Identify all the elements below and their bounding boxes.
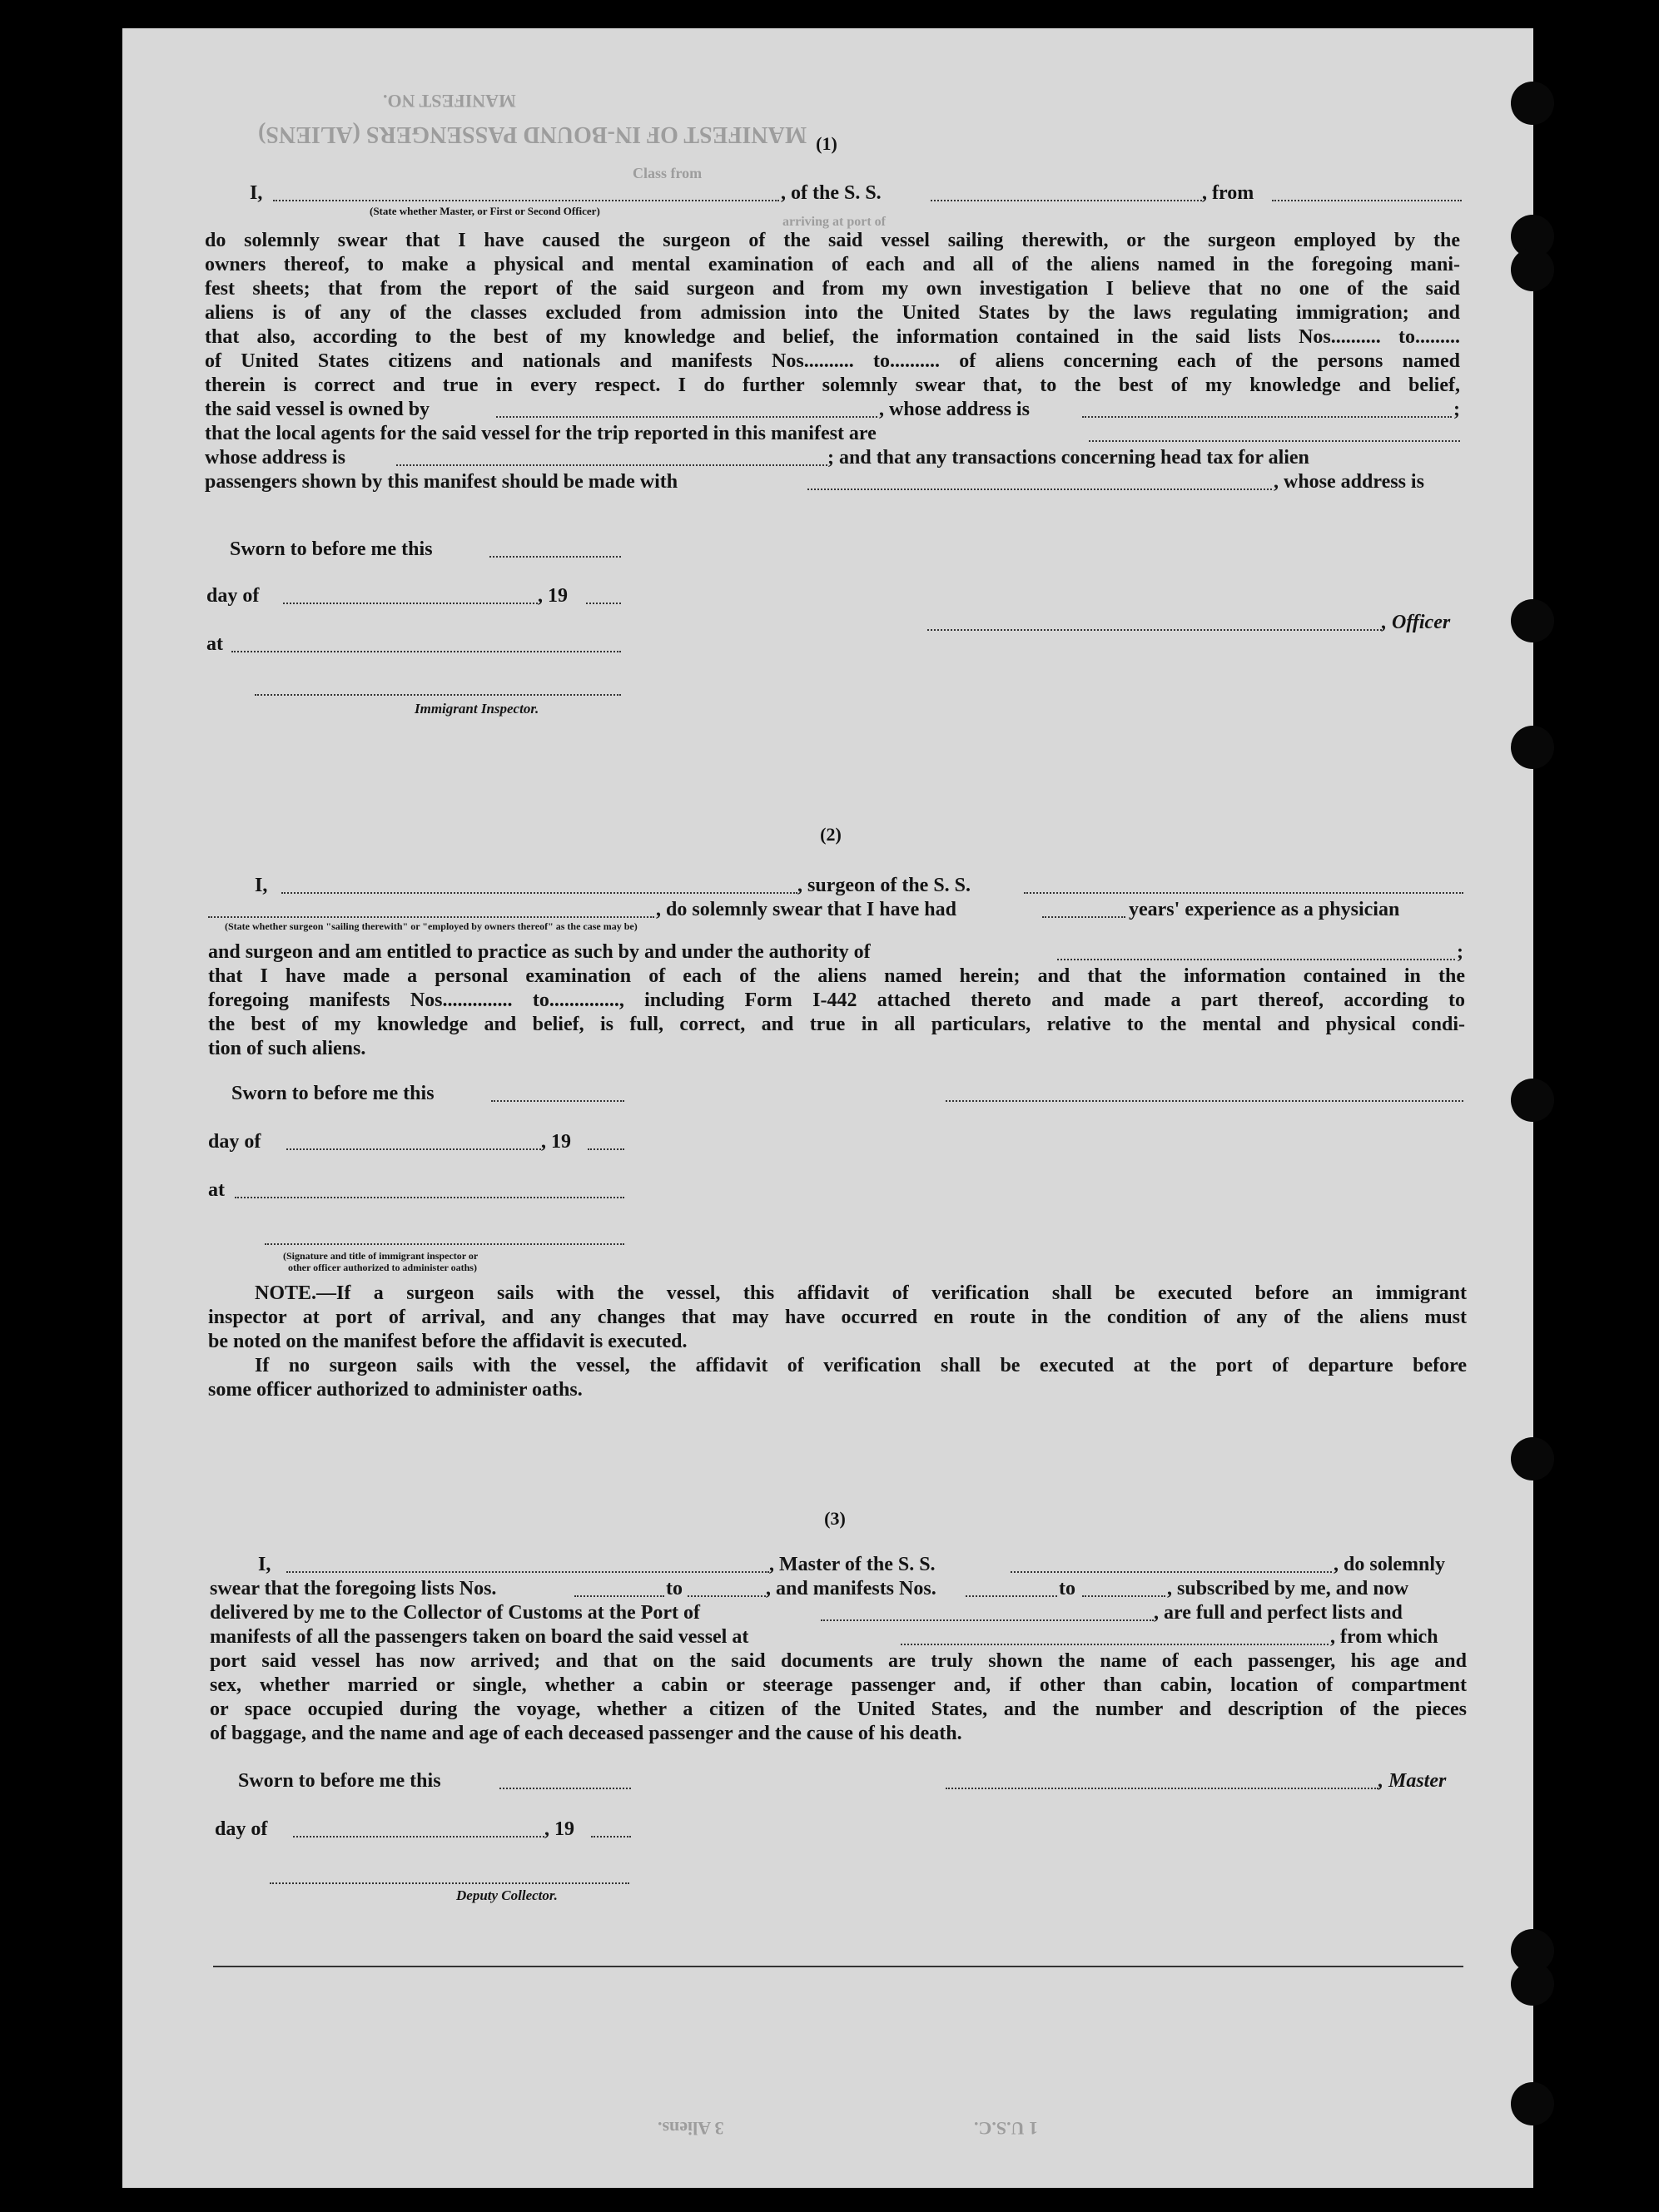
- note-line: NOTE.—If a surgeon sails with the vessel, this affidavit of verification shall be executed before an immigrant: [255, 1282, 1467, 1304]
- section-number: (2): [820, 824, 842, 845]
- note-line: some officer authorized to administer oaths.: [208, 1379, 583, 1401]
- paragraph-line: or space occupied during the voyage, whether a citizen of the United States, and the number and description of the pieces: [210, 1699, 1467, 1720]
- text: , Master of the S. S.: [769, 1554, 936, 1575]
- text: , 19: [538, 585, 568, 607]
- paragraph-line: port said vessel has now arrived; and that on the said documents are truly shown the name of each passenger, his age and: [210, 1650, 1467, 1672]
- paragraph-line: fest sheets; that from the report of the said surgeon and from my own investigation I believe that no one of the said: [205, 278, 1460, 300]
- blank-line: [931, 200, 1202, 201]
- text: ; and that any transactions concerning head tax for alien: [827, 447, 1309, 469]
- note-line: inspector at port of arrival, and any changes that may have occurred en route in the condition of any of the aliens must: [208, 1307, 1467, 1328]
- punch-hole: [1511, 1962, 1554, 2006]
- blank-line: [807, 489, 1272, 490]
- bleed-through-text: 3 Aliens.: [658, 2118, 724, 2139]
- text: day of: [215, 1818, 268, 1840]
- text: , Master: [1378, 1770, 1447, 1792]
- signature-line: [946, 1788, 1378, 1789]
- blank-line: [1057, 959, 1455, 960]
- blank-line: [1011, 1571, 1332, 1573]
- blank-line: [1082, 1595, 1165, 1597]
- signature-line: [270, 1882, 629, 1884]
- paragraph-line: owners thereof, to make a physical and mental examination of each and all of the aliens named in the foregoing mani-: [205, 254, 1460, 275]
- bleed-through-title: MANIFEST OF IN-BOUND PASSENGERS (ALIENS): [258, 122, 807, 147]
- blank-line: [499, 1788, 631, 1789]
- text: , do solemnly swear that I have had: [656, 899, 956, 920]
- blank-line: [396, 464, 827, 466]
- text: I,: [258, 1554, 271, 1575]
- text: , from which: [1330, 1626, 1438, 1648]
- signature-caption: (Signature and title of immigrant inspector or: [283, 1250, 479, 1262]
- punch-hole: [1511, 2082, 1554, 2125]
- text: Sworn to before me this: [231, 1083, 435, 1104]
- paragraph-line: foregoing manifests Nos.............. to.............., including Form I-442 attached thereto and made a part thereof, according to: [208, 989, 1465, 1011]
- bleed-through-text: MANIFEST NO.: [383, 91, 516, 112]
- paragraph-line: tion of such aliens.: [208, 1038, 366, 1059]
- field-hint: (State whether surgeon "sailing therewith" or "employed by owners thereof" as the case may be): [225, 920, 638, 932]
- text: , do solemnly: [1334, 1554, 1446, 1575]
- paragraph-line: sex, whether married or single, whether a cabin or steerage passenger and, if other than cabin, location of compartment: [210, 1674, 1467, 1696]
- text: , are full and perfect lists and: [1154, 1602, 1403, 1624]
- punch-hole: [1511, 248, 1554, 291]
- signature-line: [265, 1243, 624, 1245]
- horizontal-rule: [213, 1966, 1463, 1967]
- signature-caption: other officer authorized to administer oaths): [288, 1262, 477, 1273]
- text: at: [206, 633, 223, 655]
- paragraph-line: therein is correct and true in every respect. I do further solemnly swear that, to the best of my knowledge and belief,: [205, 374, 1460, 396]
- blank-line: [496, 416, 877, 418]
- blank-line: [231, 651, 621, 652]
- blank-line: [588, 1148, 624, 1150]
- blank-line: [1082, 416, 1452, 418]
- text: , of the S. S.: [781, 182, 882, 204]
- text: at: [208, 1179, 225, 1201]
- blank-line: [591, 1836, 631, 1838]
- signature-caption: Immigrant Inspector.: [415, 701, 539, 717]
- blank-line: [235, 1197, 624, 1198]
- text: Sworn to before me this: [238, 1770, 441, 1792]
- text: Sworn to before me this: [230, 538, 433, 560]
- text: , whose address is: [1274, 471, 1424, 493]
- text: , and manifests Nos.: [766, 1578, 936, 1599]
- bleed-through-text: arriving at port of: [782, 215, 886, 229]
- text: I,: [255, 875, 268, 896]
- text: ;: [1453, 399, 1460, 420]
- punch-hole: [1511, 726, 1554, 769]
- blank-line: [283, 603, 538, 604]
- blank-line: [491, 1100, 624, 1102]
- punch-hole: [1511, 1079, 1554, 1122]
- text: , whose address is: [879, 399, 1030, 420]
- paragraph-line: that I have made a personal examination of each of the aliens named herein; and that the information contained in the: [208, 965, 1465, 987]
- text: , subscribed by me, and now: [1167, 1578, 1409, 1599]
- text: to: [666, 1578, 683, 1599]
- blank-line: [286, 1571, 769, 1573]
- blank-line: [293, 1836, 544, 1838]
- text: swear that the foregoing lists Nos.: [210, 1578, 497, 1599]
- field-hint: (State whether Master, or First or Second Officer): [370, 205, 600, 217]
- blank-line: [574, 1595, 664, 1597]
- text: , from: [1202, 182, 1254, 204]
- text: passengers shown by this manifest should be made with: [205, 471, 678, 493]
- text: ;: [1457, 941, 1463, 963]
- text: whose address is: [205, 447, 345, 469]
- blank-line: [1272, 200, 1462, 201]
- text: I,: [250, 182, 263, 204]
- blank-line: [208, 916, 654, 918]
- blank-line: [1042, 916, 1125, 918]
- bleed-through-text: 1 U.S.C.: [974, 2118, 1039, 2139]
- text: the said vessel is owned by: [205, 399, 430, 420]
- text: , surgeon of the S. S.: [797, 875, 971, 896]
- blank-line: [286, 1148, 541, 1150]
- blank-line: [586, 603, 621, 604]
- note-line: If no surgeon sails with the vessel, the affidavit of verification shall be executed at the port of departure before: [255, 1355, 1467, 1376]
- blank-line: [489, 556, 621, 558]
- text: to: [1059, 1578, 1075, 1599]
- text: that the local agents for the said vessel for the trip reported in this manifest are: [205, 423, 877, 444]
- punch-hole: [1511, 1437, 1554, 1480]
- signature-line: [255, 694, 621, 696]
- text: day of: [206, 585, 260, 607]
- blank-line: [821, 1619, 1154, 1621]
- blank-line: [1089, 440, 1460, 442]
- signature-caption: Deputy Collector.: [456, 1887, 558, 1903]
- bleed-through-text: Class from: [633, 165, 703, 181]
- section-number: (1): [816, 133, 837, 154]
- paragraph-line: that also, according to the best of my knowledge and belief, the information contained in the said lists Nos.......... to.........: [205, 326, 1460, 348]
- blank-line: [273, 200, 779, 201]
- text: and surgeon and am entitled to practice as such by and under the authority of: [208, 941, 871, 963]
- paragraph-line: of United States citizens and nationals and manifests Nos.......... to.......... of aliens concerning each of the persons named: [205, 350, 1460, 372]
- blank-line: [901, 1644, 1329, 1645]
- paragraph-line: aliens is of any of the classes excluded from admission into the United States by the laws regulating immigration; and: [205, 302, 1460, 324]
- text: , Officer: [1382, 612, 1451, 633]
- text: manifests of all the passengers taken on board the said vessel at: [210, 1626, 749, 1648]
- punch-hole: [1511, 82, 1554, 125]
- blank-line: [281, 892, 797, 894]
- punch-hole: [1511, 599, 1554, 642]
- signature-line: [946, 1100, 1463, 1102]
- text: , 19: [544, 1818, 574, 1840]
- section-number: (3): [824, 1508, 846, 1529]
- blank-line: [966, 1595, 1057, 1597]
- paragraph-line: do solemnly swear that I have caused the surgeon of the said vessel sailing therewith, or the surgeon employed by the: [205, 230, 1460, 251]
- note-line: be noted on the manifest before the affidavit is executed.: [208, 1331, 688, 1352]
- text: years' experience as a physician: [1129, 899, 1400, 920]
- text: delivered by me to the Collector of Customs at the Port of: [210, 1602, 700, 1624]
- signature-line: [927, 629, 1382, 631]
- paragraph-line: the best of my knowledge and belief, is full, correct, and true in all particulars, relative to the mental and physical condi-: [208, 1014, 1465, 1035]
- paragraph-line: of baggage, and the name and age of each deceased passenger and the cause of his death.: [210, 1723, 962, 1744]
- blank-line: [1024, 892, 1463, 894]
- blank-line: [688, 1595, 766, 1597]
- text: day of: [208, 1131, 261, 1153]
- text: , 19: [541, 1131, 571, 1153]
